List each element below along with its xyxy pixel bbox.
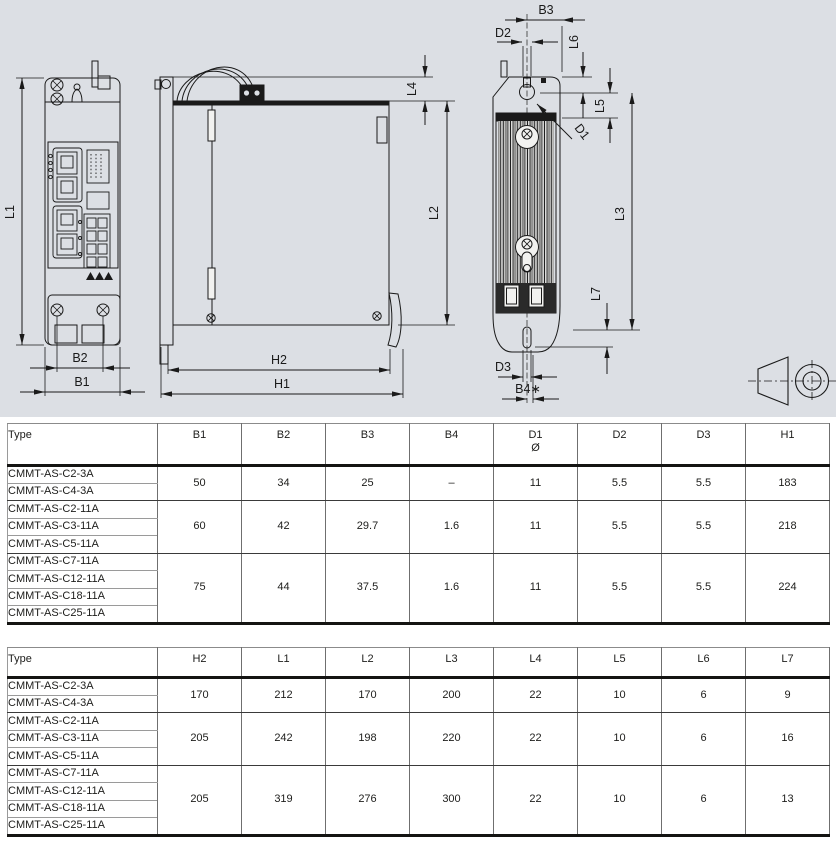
- type-cell: CMMT-AS-C2-3A: [8, 466, 158, 484]
- dim-label-l6: L6: [567, 35, 581, 49]
- type-cell: CMMT-AS-C2-11A: [8, 713, 158, 731]
- value-cell: 10: [578, 713, 662, 766]
- value-cell: 5.5: [578, 553, 662, 623]
- value-cell: –: [410, 466, 494, 501]
- dim-label-d2: D2: [495, 26, 511, 40]
- dimensions-table-2: [7, 647, 830, 837]
- value-cell: 11: [494, 501, 578, 554]
- front-view: [3, 61, 145, 396]
- col-header-b2: B2: [242, 424, 326, 466]
- value-cell: 242: [242, 713, 326, 766]
- value-cell: 11: [494, 466, 578, 501]
- screw-icon: [49, 91, 66, 108]
- heatsink: [496, 113, 556, 313]
- screw-icon: [49, 302, 66, 319]
- type-cell: CMMT-AS-C4-3A: [8, 483, 158, 501]
- cable-clamp: [240, 85, 264, 101]
- col-header-b4: B4: [410, 424, 494, 466]
- value-cell: 75: [158, 553, 242, 623]
- value-cell: 183: [746, 466, 830, 501]
- table-row: [8, 678, 830, 696]
- first-angle-projection-icon: [748, 357, 836, 405]
- type-cell: CMMT-AS-C18-11A: [8, 800, 158, 818]
- value-cell: 1.6: [410, 553, 494, 623]
- col-header-l5: L5: [578, 648, 662, 678]
- dim-label-d1: D1: [571, 121, 593, 143]
- type-cell: CMMT-AS-C3-11A: [8, 730, 158, 748]
- io-terminal-blocks: [79, 150, 111, 268]
- dim-label-b1: B1: [74, 375, 90, 389]
- col-header-l4: L4: [494, 648, 578, 678]
- screw-icon: [371, 310, 382, 321]
- value-cell: 5.5: [662, 553, 746, 623]
- din-rail-latch: [388, 293, 401, 347]
- value-cell: 300: [410, 765, 494, 835]
- type-cell: CMMT-AS-C12-11A: [8, 783, 158, 801]
- warning-triangle-icon: [86, 272, 113, 280]
- type-cell: CMMT-AS-C25-11A: [8, 818, 158, 836]
- table-row: [8, 466, 830, 484]
- col-header-h2: H2: [158, 648, 242, 678]
- dim-label-l1: L1: [3, 205, 17, 219]
- table-row: [8, 765, 830, 783]
- type-cell: CMMT-AS-C7-11A: [8, 765, 158, 783]
- side-view: [155, 55, 455, 398]
- value-cell: 170: [326, 678, 410, 713]
- value-cell: 220: [410, 713, 494, 766]
- dimensions-table-2-container: [7, 647, 830, 837]
- table-row: [8, 501, 830, 519]
- value-cell: 16: [746, 713, 830, 766]
- type-cell: CMMT-AS-C18-11A: [8, 588, 158, 606]
- value-cell: 5.5: [578, 466, 662, 501]
- value-cell: 212: [242, 678, 326, 713]
- value-cell: 11: [494, 553, 578, 623]
- table-row: [8, 713, 830, 731]
- value-cell: 198: [326, 713, 410, 766]
- value-cell: 5.5: [578, 501, 662, 554]
- col-header-l6: L6: [662, 648, 746, 678]
- value-cell: 205: [158, 765, 242, 835]
- value-cell: 218: [746, 501, 830, 554]
- type-cell: CMMT-AS-C5-11A: [8, 748, 158, 766]
- dimensional-drawing-svg: [0, 0, 836, 417]
- value-cell: 170: [158, 678, 242, 713]
- col-header-l7: L7: [746, 648, 830, 678]
- value-cell: 60: [158, 501, 242, 554]
- col-header-l1: L1: [242, 648, 326, 678]
- dim-label-l3: L3: [613, 207, 627, 221]
- type-cell: CMMT-AS-C25-11A: [8, 606, 158, 624]
- value-cell: 5.5: [662, 466, 746, 501]
- dim-label-b3: B3: [538, 3, 554, 17]
- value-cell: 10: [578, 765, 662, 835]
- dim-label-b4: B4∗: [515, 382, 541, 396]
- value-cell: 22: [494, 713, 578, 766]
- col-header-type: Type: [8, 648, 158, 678]
- dim-label-d3: D3: [495, 360, 511, 374]
- type-cell: CMMT-AS-C7-11A: [8, 553, 158, 571]
- value-cell: 319: [242, 765, 326, 835]
- col-header-b1: B1: [158, 424, 242, 466]
- value-cell: 50: [158, 466, 242, 501]
- rear-view: [493, 3, 640, 403]
- value-cell: 25: [326, 466, 410, 501]
- col-header-d2: D2: [578, 424, 662, 466]
- col-header-b3: B3: [326, 424, 410, 466]
- col-header-h1: H1: [746, 424, 830, 466]
- value-cell: 6: [662, 713, 746, 766]
- value-cell: 276: [326, 765, 410, 835]
- value-cell: 205: [158, 713, 242, 766]
- type-cell: CMMT-AS-C4-3A: [8, 695, 158, 713]
- dim-label-l5: L5: [593, 99, 607, 113]
- value-cell: 22: [494, 765, 578, 835]
- value-cell: 6: [662, 678, 746, 713]
- value-cell: 42: [242, 501, 326, 554]
- value-cell: 224: [746, 553, 830, 623]
- screw-icon: [95, 302, 112, 319]
- dim-label-b2: B2: [72, 351, 88, 365]
- dimensions-table-1: [7, 423, 830, 625]
- value-cell: 22: [494, 678, 578, 713]
- type-cell: CMMT-AS-C12-11A: [8, 571, 158, 589]
- value-cell: 29.7: [326, 501, 410, 554]
- value-cell: 37.5: [326, 553, 410, 623]
- col-header-l3: L3: [410, 648, 494, 678]
- type-cell: CMMT-AS-C2-3A: [8, 678, 158, 696]
- dimensional-drawing: [0, 0, 836, 417]
- dim-label-l7: L7: [589, 287, 603, 301]
- col-header-type: Type: [8, 424, 158, 466]
- value-cell: 6: [662, 765, 746, 835]
- value-cell: 34: [242, 466, 326, 501]
- dim-label-l2: L2: [427, 206, 441, 220]
- dimensions-table-1-container: [7, 423, 830, 625]
- ethernet-connectors: [49, 148, 82, 258]
- value-cell: 9: [746, 678, 830, 713]
- value-cell: 5.5: [662, 501, 746, 554]
- value-cell: 10: [578, 678, 662, 713]
- value-cell: 200: [410, 678, 494, 713]
- value-cell: 13: [746, 765, 830, 835]
- col-header-l2: L2: [326, 648, 410, 678]
- type-cell: CMMT-AS-C5-11A: [8, 536, 158, 554]
- dim-label-h1: H1: [274, 377, 290, 391]
- dim-label-h2: H2: [271, 353, 287, 367]
- table-row: [8, 553, 830, 571]
- screw-icon: [49, 77, 66, 94]
- value-cell: 1.6: [410, 501, 494, 554]
- type-cell: CMMT-AS-C2-11A: [8, 501, 158, 519]
- type-cell: CMMT-AS-C3-11A: [8, 518, 158, 536]
- col-header-d3: D3: [662, 424, 746, 466]
- col-header-d1: D1 Ø: [494, 424, 578, 466]
- screw-icon: [205, 312, 216, 323]
- dim-label-l4: L4: [405, 82, 419, 96]
- value-cell: 44: [242, 553, 326, 623]
